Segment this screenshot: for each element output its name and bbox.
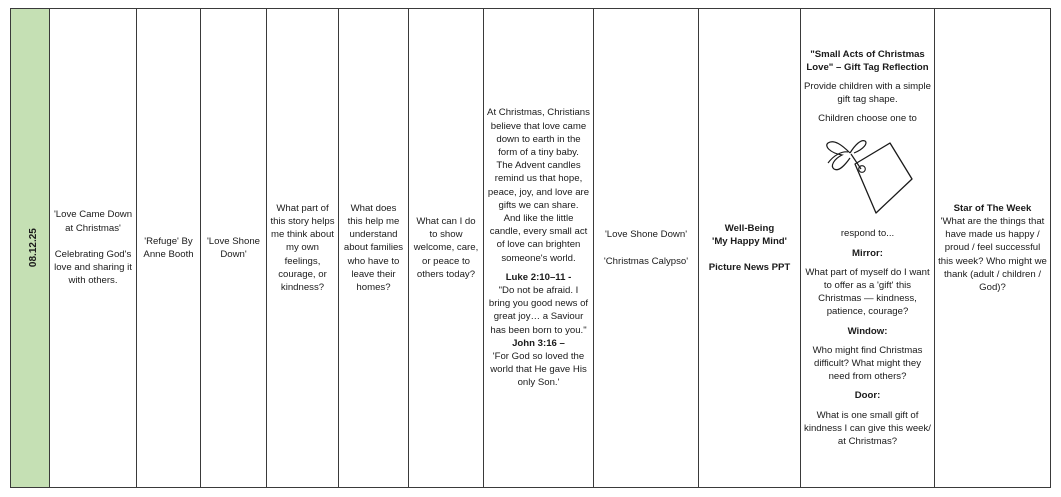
gift-tag-cell (801, 9, 935, 488)
mirror-text: What part of myself do I want to offer as a 'gift' this Christmas — kindness, patience, courage? (805, 266, 930, 318)
window-text: Who might find Christmas difficult? What might they need from others? (812, 344, 923, 383)
star-of-week-text: 'What are the things that have made us happy / proud / feel successful this week? Who might we thank (adult / children / God)? (938, 215, 1047, 293)
theme-title: 'Love Came Down at Christmas' (53, 209, 133, 234)
wellbeing-programme: 'My Happy Mind' (712, 235, 787, 247)
gift-tag-respond: respond to... (840, 228, 895, 240)
songs-cell (594, 9, 699, 488)
door-text: What is one small gift of kindness I can give this week/ at Christmas? (804, 409, 931, 448)
star-of-week-title: Star of The Week (953, 202, 1032, 214)
question-families: What does this help me understand about families who have to leave their homes? (343, 202, 404, 293)
wellbeing-cell (699, 9, 801, 488)
question-families-cell (339, 9, 409, 488)
reflection-advent: The Advent candles remind us that hope, peace, joy, and love are gifts we can share. (487, 160, 590, 211)
luke-reference: Luke 2:10–11 - (505, 271, 572, 283)
table-row (11, 9, 1051, 488)
theme-cell (50, 9, 137, 488)
question-feelings-cell (267, 9, 339, 488)
reflection-intro: At Christmas, Christians believe that love came down to earth in the form of a tiny baby. (487, 107, 590, 158)
window-label: Window: (847, 325, 888, 337)
wellbeing-title: Well-Being (724, 222, 775, 234)
reflection-candle: And like the little candle, every small act of love can brighten someone's world. (489, 212, 588, 264)
door-label: Door: (854, 390, 881, 402)
question-welcome-cell (409, 9, 484, 488)
luke-text: "Do not be afraid. I bring you good news of great joy… a Saviour has been born to you." (488, 285, 589, 336)
date-cell (11, 9, 50, 488)
song-one: 'Love Shone Down' (604, 229, 688, 241)
song-two: 'Christmas Calypso' (603, 255, 689, 267)
date-label: 08.12.25 (27, 228, 39, 268)
reflection-cell (484, 9, 594, 488)
book-cell (137, 9, 201, 488)
lesson-plan-table (10, 8, 1051, 488)
gift-tag-provide: Provide children with a simple gift tag shape. (804, 80, 931, 105)
book-title: 'Refuge' By Anne Booth (143, 235, 194, 260)
theme-description: Celebrating God's love and sharing it with others. (54, 248, 132, 287)
gift-tag-icon (820, 133, 916, 221)
question-welcome: What can I do to show welcome, care, or peace to others today? (413, 215, 479, 280)
gift-tag-title: "Small Acts of Christmas Love" – Gift Tag Reflection (806, 48, 929, 73)
gift-tag-choose: Children choose one to (818, 113, 917, 125)
john-text: 'For God so loved the world that He gave His only Son.' (490, 351, 587, 389)
john-reference: John 3:16 – (512, 337, 565, 349)
video-title: 'Love Shone Down' (206, 235, 261, 260)
mirror-label: Mirror: (852, 247, 883, 259)
question-feelings: What part of this story helps me think about my own feelings, courage, or kindness? (270, 202, 335, 293)
star-of-week-cell (935, 9, 1051, 488)
picture-news-label: Picture News PPT (708, 262, 791, 274)
video-cell (201, 9, 267, 488)
